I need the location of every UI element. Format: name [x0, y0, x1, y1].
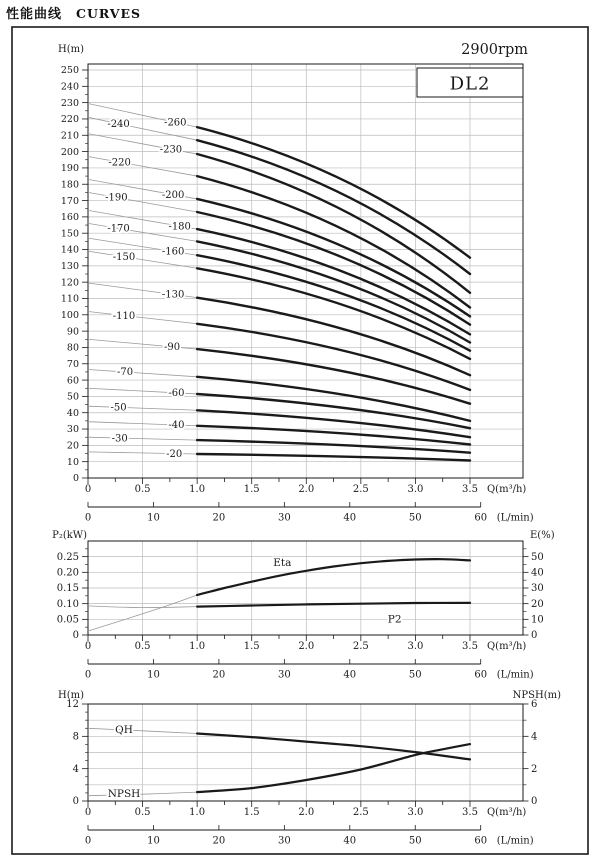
curve-label--30: -30 [111, 433, 128, 445]
left-axis-title: P₂(kW) [52, 530, 87, 541]
y-tick-label: 200 [60, 146, 79, 158]
series-label-Eta: Eta [273, 556, 292, 569]
curve-label--180: -180 [168, 221, 191, 233]
y-tick-label: 120 [60, 277, 79, 289]
y-tick-label-left: 0 [72, 630, 79, 642]
x-axis-unit-primary: Q(m³/h) [486, 807, 527, 818]
x-tick-label: 3.5 [462, 484, 478, 495]
right-axis-title: E(%) [530, 530, 555, 541]
y-tick-label-right: 0 [531, 630, 538, 642]
curve-label--190: -190 [105, 192, 128, 204]
curve-label--20: -20 [166, 448, 183, 460]
y-tick-label: 0 [72, 473, 79, 485]
page-title-cn: 性能曲线 [6, 7, 63, 22]
y-tick-label: 100 [60, 310, 79, 321]
y-tick-label-right: 2 [531, 763, 538, 775]
main-chart [58, 42, 534, 524]
curve-label--110: -110 [112, 310, 136, 322]
right-axis-title: NPSH(m) [512, 690, 561, 701]
y-tick-label: 150 [60, 228, 79, 240]
y-tick-label-left: 12 [66, 699, 79, 711]
y-tick-label: 80 [66, 342, 79, 354]
curve-label--40: -40 [168, 420, 185, 432]
x-tick-label: 1.0 [189, 807, 206, 818]
y-tick-label: 220 [60, 114, 79, 126]
y-tick-label-left: 0.10 [56, 598, 79, 610]
y-tick-label-left: 0 [72, 796, 79, 808]
y-tick-label-right: 0 [531, 796, 538, 808]
curve-label--60: -60 [168, 388, 185, 400]
lmin-tick-label: 20 [212, 512, 226, 524]
lmin-tick-label: 60 [474, 835, 488, 847]
x-tick-label: 3.5 [462, 807, 478, 818]
y-tick-label-right: 4 [531, 731, 538, 743]
y-axis-title: H(m) [57, 44, 84, 55]
page-border [12, 27, 588, 854]
y-tick-label: 40 [66, 407, 79, 419]
lmin-tick-label: 10 [147, 512, 160, 524]
y-tick-label-right: 10 [531, 614, 544, 626]
curve-label--150: -150 [112, 252, 136, 264]
lmin-tick-label: 30 [277, 669, 291, 681]
y-tick-label: 110 [60, 293, 79, 305]
y-tick-label-left: 8 [72, 731, 79, 743]
lmin-tick-label: 40 [343, 835, 357, 847]
y-tick-label-right: 30 [531, 583, 544, 595]
curve-label--70: -70 [117, 367, 134, 379]
qh-npsh-chart [58, 690, 561, 847]
y-tick-label: 210 [60, 130, 79, 142]
series-label-P2: P2 [387, 613, 402, 626]
curve-label--130: -130 [161, 289, 185, 301]
x-tick-label: 2.0 [298, 641, 315, 652]
x-tick-label: 1.5 [243, 807, 260, 818]
y-tick-label: 60 [66, 375, 79, 387]
curve-label--260: -260 [164, 117, 187, 129]
x-axis-unit-secondary: (L/min) [496, 835, 534, 847]
lmin-tick-label: 10 [147, 669, 160, 681]
curve-label--170: -170 [107, 223, 130, 235]
curve-label--230: -230 [159, 144, 183, 156]
lmin-tick-label: 0 [84, 669, 92, 681]
y-tick-label-left: 4 [72, 763, 79, 775]
curve-label--90: -90 [163, 342, 181, 354]
y-tick-label: 130 [60, 261, 79, 273]
x-tick-label: 0 [84, 807, 92, 818]
lmin-tick-label: 20 [212, 669, 226, 681]
y-tick-label: 50 [66, 391, 79, 403]
series-label-NPSH: NPSH [107, 788, 141, 801]
lmin-tick-label: 30 [277, 512, 291, 524]
curve-label--160: -160 [161, 246, 185, 258]
x-tick-label: 1.0 [189, 484, 206, 495]
y-tick-label: 250 [60, 65, 79, 77]
y-tick-label: 240 [60, 81, 79, 93]
x-axis-unit-primary: Q(m³/h) [486, 641, 527, 652]
x-tick-label: 0 [84, 641, 92, 652]
x-axis-unit-primary: Q(m³/h) [486, 484, 527, 495]
lmin-tick-label: 60 [474, 669, 488, 681]
curve-label--220: -220 [108, 157, 131, 169]
curve-label--240: -240 [107, 118, 130, 130]
y-tick-label: 180 [60, 179, 79, 191]
y-tick-label-right: 6 [531, 699, 538, 711]
x-axis-unit-secondary: (L/min) [496, 669, 534, 681]
lmin-tick-label: 50 [408, 835, 422, 847]
y-tick-label-right: 20 [531, 598, 544, 610]
left-axis-title: H(m) [57, 690, 84, 701]
x-tick-label: 2.5 [352, 807, 369, 818]
x-tick-label: 3.5 [462, 641, 478, 652]
y-tick-label: 140 [60, 244, 79, 256]
y-tick-label: 190 [60, 163, 79, 175]
x-tick-label: 1.5 [243, 641, 260, 652]
y-tick-label-left: 0.05 [56, 614, 79, 626]
curve-label--50: -50 [110, 402, 127, 414]
y-tick-label-left: 0.20 [56, 567, 79, 579]
y-tick-label-right: 50 [531, 551, 544, 563]
x-tick-label: 3.0 [407, 484, 424, 495]
series-label-QH: QH [115, 723, 133, 736]
lmin-tick-label: 40 [343, 512, 357, 524]
x-tick-label: 2.0 [298, 484, 315, 495]
lmin-tick-label: 40 [343, 669, 357, 681]
x-tick-label: 0.5 [134, 484, 151, 495]
y-tick-label: 90 [66, 326, 79, 338]
y-tick-label: 170 [60, 195, 79, 207]
x-tick-label: 1.5 [243, 484, 260, 495]
lmin-tick-label: 0 [84, 835, 92, 847]
lmin-tick-label: 60 [474, 512, 488, 524]
y-tick-label-left: 0.15 [56, 583, 79, 595]
lmin-tick-label: 50 [408, 512, 422, 524]
model-label: DL2 [449, 73, 491, 95]
series-thick-Eta [197, 556, 470, 595]
speed-label: 2900rpm [461, 42, 528, 58]
x-tick-label: 2.5 [352, 484, 369, 495]
y-tick-label: 10 [66, 456, 79, 468]
x-tick-label: 1.0 [189, 641, 206, 652]
x-tick-label: 3.0 [407, 641, 424, 652]
power-efficiency-chart [52, 530, 555, 681]
curve-thick--30 [197, 440, 470, 453]
lmin-tick-label: 30 [277, 835, 291, 847]
y-tick-label: 20 [66, 440, 79, 452]
series-thick-QH [197, 734, 470, 760]
y-tick-label: 30 [66, 424, 79, 436]
x-axis-unit-secondary: (L/min) [496, 512, 534, 524]
x-tick-label: 0.5 [134, 641, 151, 652]
lmin-tick-label: 0 [84, 512, 92, 524]
y-tick-label-left: 0.25 [56, 551, 79, 563]
x-tick-label: 3.0 [407, 807, 424, 818]
lmin-tick-label: 50 [408, 669, 422, 681]
curve-label--200: -200 [161, 189, 185, 201]
x-tick-label: 2.0 [298, 807, 315, 818]
curve-thick--70 [197, 377, 470, 421]
x-tick-label: 0 [84, 484, 92, 495]
x-tick-label: 2.5 [352, 641, 369, 652]
lmin-tick-label: 10 [147, 835, 160, 847]
page-title-en: CURVES [76, 6, 142, 21]
plot-border [88, 64, 523, 478]
curve-thick--20 [197, 454, 470, 460]
y-tick-label-right: 40 [531, 567, 544, 579]
y-tick-label: 70 [66, 358, 79, 370]
y-tick-label: 160 [60, 212, 79, 224]
x-tick-label: 0.5 [134, 807, 151, 818]
lmin-tick-label: 20 [212, 835, 226, 847]
y-tick-label: 230 [60, 97, 79, 109]
